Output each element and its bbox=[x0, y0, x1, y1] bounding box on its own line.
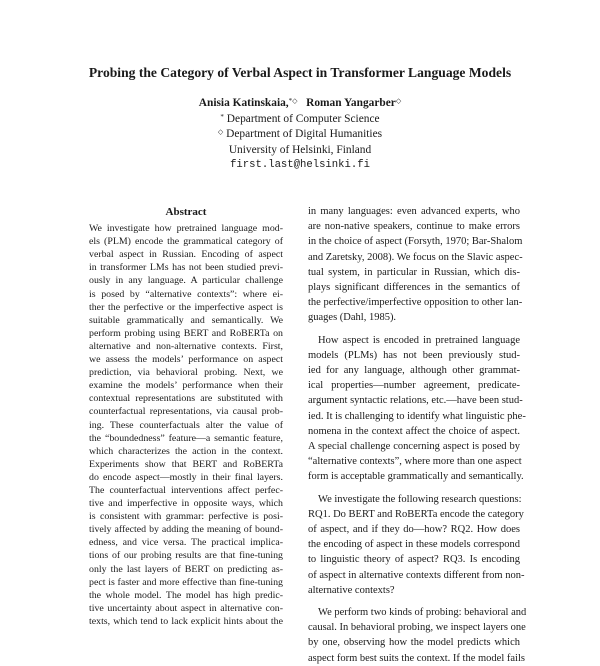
text-line: perform probing using BERT and RoBERTa on bbox=[89, 327, 283, 339]
text-line: ical properties—number agreement, predicate- bbox=[308, 380, 520, 392]
text-line: alternative contexts? bbox=[308, 584, 395, 596]
text-line: ously in any language. A particular challenge bbox=[89, 275, 283, 287]
text-line: How aspect is encoded in pretrained language bbox=[318, 334, 520, 346]
text-line: argument syntactic relations, etc.—have been stud- bbox=[308, 395, 523, 407]
university: University of Helsinki, Finland bbox=[228, 143, 372, 156]
text-line: pect is faster and more effective than fine-tuning bbox=[89, 576, 283, 588]
text-line: of aspect, and if they do—how? RQ2. How does bbox=[308, 524, 520, 536]
abstract-column bbox=[89, 206, 283, 628]
text-line: and Zaretsky, 2008). We focus on the Slavic aspec- bbox=[308, 251, 523, 263]
text-line: RQ1. Do BERT and RoBERTa encode the category bbox=[308, 508, 524, 520]
text-line: counterfactual representations, via causal prob- bbox=[89, 406, 283, 418]
text-line: ther the perfective or the imperfective aspect is bbox=[89, 301, 283, 313]
text-line: by one, observing how the model predicts which bbox=[308, 637, 520, 649]
intro-paragraph-4 bbox=[308, 605, 527, 666]
text-line: the perfective/imperfective opposition to other lan- bbox=[308, 297, 523, 309]
text-line: “alternative contexts”, where more than one aspect bbox=[308, 456, 522, 468]
intro-paragraph-1 bbox=[308, 204, 523, 326]
text-line: in the choice of aspect (Forsyth, 1970; Bar-Shalom bbox=[308, 236, 523, 248]
text-line: of aspect in alternative contexts different from non- bbox=[308, 569, 525, 581]
author-1-marks: *◇ bbox=[288, 97, 298, 105]
text-line: is consistent with grammar: perfective is posi- bbox=[89, 511, 283, 523]
text-line: nomena in the context affect the choice of aspect. bbox=[308, 425, 520, 437]
text-line: aspect form best suits the context. If the model fails bbox=[308, 652, 525, 664]
intro-paragraph-3 bbox=[308, 492, 525, 598]
affiliation-1 bbox=[100, 112, 500, 128]
paper-title: Probing the Category of Verbal Aspect in Transformer Language Models bbox=[88, 65, 512, 80]
text-line: edness, and vice versa. The practical implica- bbox=[89, 537, 283, 549]
author-names bbox=[100, 96, 500, 112]
text-line: only the last layers of BERT on predicting as- bbox=[89, 563, 283, 575]
text-line: in many languages: even advanced experts, who bbox=[308, 206, 520, 217]
text-line: the “boundedness” feature—a semantic feature, bbox=[89, 432, 283, 444]
text-line: we assess the models’ performance on aspect bbox=[89, 354, 283, 366]
text-line: ied. It is challenging to identify what linguistic phe- bbox=[308, 410, 526, 422]
text-line: tions of our probing results are that fine-tuning bbox=[89, 550, 283, 562]
email-address: first.last@helsinki.fi bbox=[230, 159, 370, 171]
text-line: Experiments show that BERT and RoBERTa bbox=[89, 458, 283, 470]
text-line: is posed by “alternative contexts”: where ei- bbox=[89, 288, 283, 300]
intro-paragraph-2 bbox=[308, 333, 526, 485]
text-line: form is acceptable grammatically and semantically. bbox=[308, 471, 524, 483]
text-line: We investigate how pretrained language mod- bbox=[89, 223, 283, 235]
text-line: prediction, via behavioral probing. Next, we bbox=[89, 367, 283, 379]
text-line: are non-native speakers, continue to make errors bbox=[308, 221, 520, 233]
text-line: We investigate the following research questions: bbox=[318, 493, 522, 505]
text-line: which characterizes the action in the context. bbox=[89, 445, 283, 457]
text-line: in transformer LMs has not been studied previ- bbox=[89, 262, 283, 274]
text-line: contextual representations are substituted with bbox=[89, 393, 283, 405]
text-line: guages (Dahl, 1985). bbox=[308, 312, 397, 324]
affiliation-2-text: Department of Digital Humanities bbox=[226, 128, 383, 140]
text-line: els (PLM) encode the grammatical category of bbox=[89, 236, 283, 248]
author-block bbox=[100, 96, 500, 174]
introduction-column bbox=[308, 204, 527, 666]
author-2-marks: ◇ bbox=[395, 97, 402, 105]
affiliation-2-mark: ◇ bbox=[217, 128, 224, 136]
text-line: tive uncertainty about aspect in alternative con- bbox=[89, 602, 283, 614]
text-line: We perform two kinds of probing: behavioral and bbox=[318, 607, 527, 619]
abstract-body bbox=[89, 222, 283, 628]
text-line: plays significant differences in the semantics of bbox=[308, 282, 520, 294]
text-line: examine the models’ performance when their bbox=[89, 380, 283, 392]
text-line: tual system, in particular in Russian, which dis- bbox=[308, 266, 520, 278]
text-line: to linguistic theory of aspect? RQ3. Is encoding bbox=[308, 554, 520, 566]
text-line: ied for any language, although other grammat- bbox=[308, 365, 520, 377]
author-2: Roman Yangarber bbox=[306, 97, 396, 109]
text-line: tively affected by adding the meaning of bound- bbox=[89, 524, 283, 536]
text-line: tive and imperfective in opposite ways, which bbox=[89, 498, 283, 510]
text-line: do encode aspect—mostly in their final layers. bbox=[89, 471, 283, 483]
text-line: causal. In behavioral probing, we inspect layers one bbox=[308, 622, 526, 634]
affiliation-1-mark: * bbox=[220, 112, 224, 121]
text-line: A special challenge concerning aspect is posed by bbox=[308, 441, 520, 453]
text-line: models (PLMs) has not been previously stud- bbox=[308, 349, 520, 361]
affiliation-1-text: Department of Computer Science bbox=[226, 112, 380, 125]
text-line: ing. These counterfactuals alter the value of bbox=[89, 419, 283, 431]
text-line: the whole model. The model has high predic- bbox=[89, 589, 283, 601]
text-line: alternative and non-alternative contexts. First, bbox=[89, 340, 283, 352]
abstract-heading: Abstract bbox=[165, 206, 207, 218]
author-1: Anisia Katinskaia, bbox=[198, 97, 289, 109]
text-line: verbal aspect in Russian. Encoding of aspect bbox=[89, 249, 283, 261]
text-line: texts, which tend to lack explicit hints about the bbox=[89, 615, 283, 627]
text-line: the encoding of aspect in these models correspond bbox=[308, 539, 520, 551]
text-line: The counterfactual interventions affect perfec- bbox=[89, 484, 283, 496]
text-line: suitable grammatically and semantically. We bbox=[89, 314, 283, 326]
affiliation-2 bbox=[100, 127, 500, 143]
